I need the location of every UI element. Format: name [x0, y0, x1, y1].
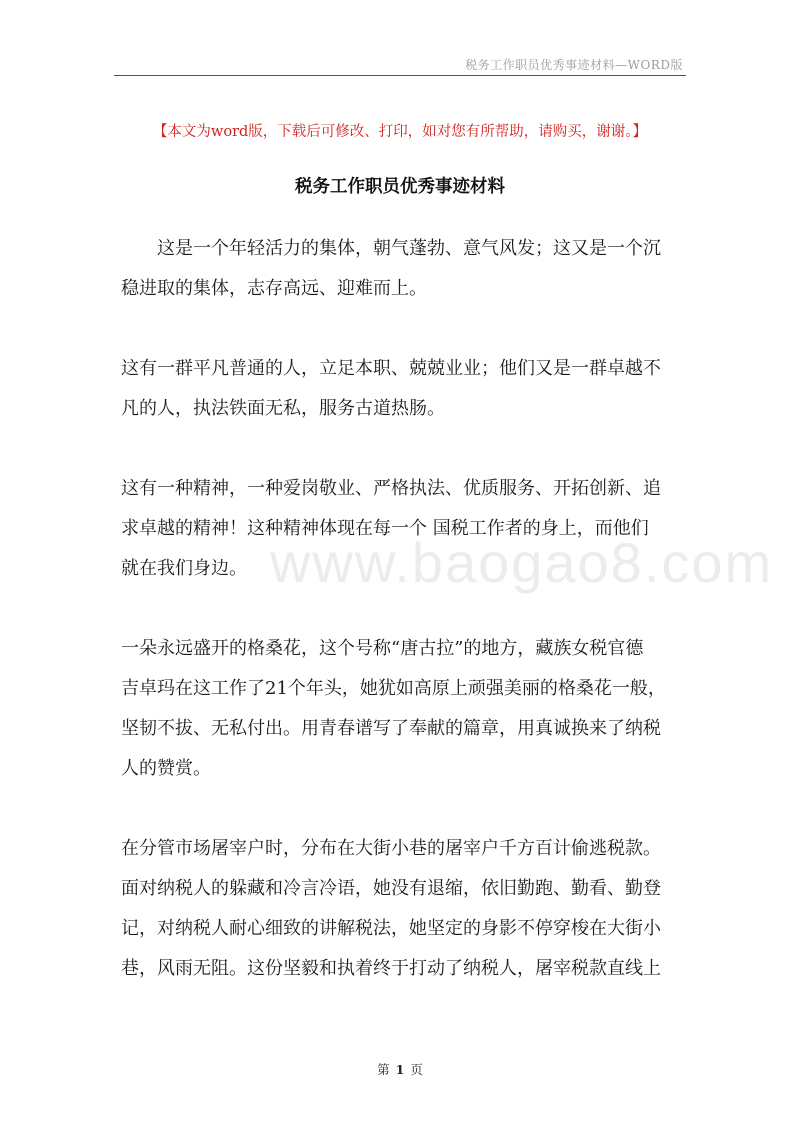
paragraph-2	[121, 349, 687, 429]
paragraph-5	[121, 829, 687, 989]
download-notice: 【本文为word版，下载后可修改、打印，如对您有所帮助，请购买，谢谢。】	[152, 124, 648, 140]
paragraph-line: 这有一种精神，一种爱岗敬业、严格执法、优质服务、开拓创新、追	[121, 478, 661, 499]
document-body	[121, 229, 687, 1029]
paragraph-line: 记，对纳税人耐心细致的讲解税法，她坚定的身影不停穿梭在大街小	[121, 918, 661, 939]
paragraph-1	[121, 229, 687, 309]
running-header: 税务工作职员优秀事迹材料—WORD版	[465, 58, 683, 72]
paragraph-line: 这有一群平凡普通的人，立足本职、兢兢业业；他们又是一群卓越不	[121, 358, 661, 379]
paragraph-line: 人的赞赏。	[121, 758, 211, 779]
page-footer	[0, 1060, 800, 1078]
paragraph-line: 巷，风雨无阻。这份坚毅和执着终于打动了纳税人，屠宰税款直线上	[121, 958, 661, 979]
paragraph-line: 这是一个年轻活力的集体，朝气蓬勃、意气风发；这又是一个沉	[157, 238, 661, 259]
paragraph-line: 吉卓玛在这工作了21个年头，她犹如高原上顽强美丽的格桑花一般，	[121, 678, 666, 699]
page-number: 1	[395, 1062, 405, 1077]
paragraph-4	[121, 629, 687, 789]
paragraph-line: 坚韧不拔、无私付出。用青春谱写了奉献的篇章，用真诚换来了纳税	[121, 718, 661, 739]
paragraph-line: 在分管市场屠宰户时，分布在大街小巷的屠宰户千方百计偷逃税款。	[121, 838, 661, 859]
paragraph-line: 一朵永远盛开的格桑花，这个号称“唐古拉”的地方，藏族女税官德	[121, 638, 644, 659]
paragraph-line: 稳进取的集体，志存高远、迎难而上。	[121, 278, 427, 299]
paragraph-line: 求卓越的精神！这种精神体现在每一个 国税工作者的身上，而他们	[121, 518, 649, 539]
header-divider	[114, 75, 686, 76]
paragraph-line: 凡的人，执法铁面无私，服务古道热肠。	[121, 398, 445, 419]
document-title: 税务工作职员优秀事迹材料	[295, 177, 505, 197]
watermark: www.baogao8.com	[270, 531, 774, 594]
page-label-prefix: 第	[377, 1062, 390, 1077]
page-label-suffix: 页	[410, 1062, 423, 1077]
paragraph-line: 面对纳税人的躲藏和冷言冷语，她没有退缩，依旧勤跑、勤看、勤登	[121, 878, 661, 899]
paragraph-line: 就在我们身边。	[121, 558, 247, 579]
paragraph-3	[121, 469, 687, 589]
